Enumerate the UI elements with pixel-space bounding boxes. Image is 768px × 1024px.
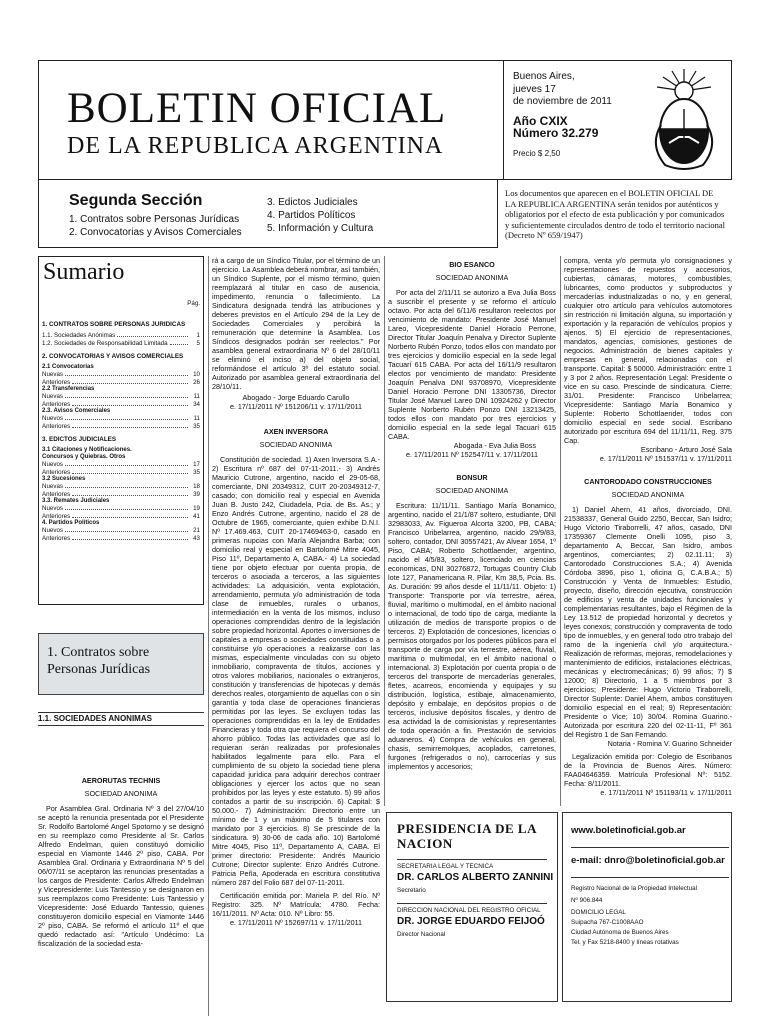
presidencia-title: PRESIDENCIA DE LA NACION <box>397 821 537 851</box>
leader-dots <box>72 401 188 406</box>
notice-body: Por Asamblea Gral. Ordinaria Nº 3 del 27/04/10 se aceptó la renuncia presentada por el Presidente Sr. Rodolfo Bartolomé Angel Spotorno y se designó en su reemplazo como Presidente al Sr. Carlos Alfredo Endelman, quien constituyó domicilio especial en Viamonte 1446 2º piso, CABA. Por Asamblea Gral. Ordinaria y Extraordinaria Nº 5 del 06/07/11 se aceptaron las renuncias presentadas a los cargos de Presidente: Carlos Alfredo Endelman y Vicepresidente: Luis Tantessio y se designaron en sus reemplazos como Presidente: Luis Tantessio y Vicepresidente: José Eduardo Tantessio, quienes constituyeron domicilio especial en Viamonte 1446 2º piso, CABA. Se reformó el artículo 11º el que quedó redactado así: "Artículo Undécimo: La fiscalización de la sociedad esta- <box>38 804 204 948</box>
leader-dots <box>72 491 188 496</box>
sumario-entry[interactable] <box>42 527 200 534</box>
sumario-entry-page: 11 <box>193 393 200 400</box>
section-item-convocatorias: 2. Convocatorias y Avisos Comerciales <box>69 227 242 238</box>
sumario-entry-label: Nuevos <box>42 505 63 512</box>
sumario-entry-page: 34 <box>193 400 200 408</box>
sumario-entry-page: 19 <box>193 505 200 512</box>
sumario-entry[interactable] <box>42 423 200 430</box>
secretaria-label: SECRETARIA LEGAL Y TECNICA <box>397 863 494 870</box>
masthead <box>38 60 732 180</box>
leader-dots <box>65 393 188 398</box>
sumario-entry[interactable] <box>42 340 200 347</box>
sumario-entry-page: 41 <box>193 512 200 520</box>
telephone: Tel. y Fax 5218-8400 y líneas rotativas <box>571 939 679 946</box>
sumario-entry[interactable] <box>42 371 200 378</box>
contratos-title: 1. Contratos sobre Personas Jurídicas <box>47 645 151 677</box>
company-type: SOCIEDAD ANONIMA <box>611 490 685 499</box>
sumario-entry[interactable] <box>42 415 200 422</box>
section-item-partidos: 4. Partidos Políticos <box>267 210 356 221</box>
sumario-entry[interactable] <box>42 461 200 468</box>
sumario-subheading: 2.1 Convocatorias <box>42 364 94 370</box>
section-item-informacion: 5. Información y Cultura <box>267 223 374 234</box>
sumario-entry[interactable] <box>42 332 200 339</box>
leader-dots <box>72 535 188 540</box>
sumario-entry[interactable] <box>42 469 200 476</box>
sumario-entry-page: 18 <box>193 483 200 490</box>
year: Año CXIX <box>513 113 568 128</box>
presidencia-box <box>386 812 558 1002</box>
company-type: SOCIEDAD ANONIMA <box>435 486 509 495</box>
sumario-section-heading: 1. CONTRATOS SOBRE PERSONAS JURIDICAS <box>42 321 186 328</box>
sumario-entry-label: Nuevos <box>42 527 63 534</box>
secretario-role: Secretario <box>397 887 426 894</box>
column-4 <box>564 256 732 808</box>
sumario-subheading: 3.1 Citaciones y Notificaciones. <box>42 447 132 453</box>
sumario-entry-label: Anteriores <box>42 512 71 520</box>
sumario-entry-label: Nuevas <box>42 393 63 400</box>
sumario-entry-page: 11 <box>193 415 200 422</box>
email-link[interactable]: e-mail: dnro@boletinoficial.gob.ar <box>571 855 725 866</box>
column-1 <box>38 768 204 1018</box>
notice-body: 1) Daniel Ahern, 41 años, divorciado, DNI. 21538337, General Guido 2250, Beccar, San Isidro; Hugo Victorio Tiraborrelli, 47 años, casado, DNI 17359367 Clemente Onelli 1095, piso 3, departamento A, Beccar, San Isidro, ambos argentinos, comerciantes; 2) 02.11.11; 3) Cantorodado Construcciones S.A.; 4) Avenida Córdoba 3896, piso 1, oficina G, C.A.B.A.; 5) Construcción y Venta de Inmuebles: Estudio, proyecto, diseño, dirección ejecutiva, construcción de edificios y venta de unidades funcionales y complementarias resultantes, bajo el Régimen de la Ley 13.512 de propiedad horizontal y decretos y leyes conexos; construcción y compraventa de todo tipo de inmuebles, y en general todo otro trabajo del ramo de la ingeniería civil y/o arquitectura.- Realización de reformas, mejoras, remodelaciones y mantenimiento de edificios, instalaciones eléctricas, mecánicas y electromecánicas; 6) 99 años; 7) $ 12000; 8) Directorio, 1 a 5 miembros por 3 ejercicios; Presidente: Hugo Victorio Tiraborrelli, Director Suplente: Daniel Ahern, ambos constituyen domicilio especial en el real; 9) Representación: Presidente o Vice; 10) 30/04. Romina Guarino.- Autorizada por escritura 220 del 02-11-11, Fº 361 del Registro 1 de San Fernando. <box>564 505 732 739</box>
company-name: BONSUR <box>456 473 488 482</box>
company-name: AXEN INVERSORA <box>263 427 329 436</box>
sumario-entry-page: 43 <box>193 534 200 542</box>
section-item-contratos: 1. Contratos sobre Personas Jurídicas <box>69 214 240 225</box>
domicilio-label: DOMICILIO LEGAL <box>571 909 626 916</box>
sumario-subheading: 3.2 Sucesiones <box>42 476 86 482</box>
leader-dots <box>65 527 188 532</box>
sumario-entry[interactable] <box>42 401 200 408</box>
masthead-title: BOLETIN OFICIAL <box>67 85 447 132</box>
sumario-entry-page: 5 <box>196 339 200 347</box>
sumario-entry[interactable] <box>42 379 200 386</box>
sumario-subheading: 2.3. Avisos Comerciales <box>42 408 111 414</box>
contratos-banner <box>38 633 204 695</box>
notice-body: rá a cargo de un Síndico Titular, por el término de un ejercicio. La Asamblea deberá nombrar, así también, un Síndico Suplente, por el mismo término, quien reemplazará al titular en caso de ausencia, impedimento, renuncia o fallecimiento. La Sindicatura designada tendrá las atribuciones y deberes previstos en el Artículo 294 de la Ley de Sociedades Comerciales y percibirá la remuneración que determine la Asamblea. Los Síndicos designados podrán ser reelectos." Por asamblea general extraordinaria Nº 6 del 28/10/11 se eliminó el inciso a) del objeto social, reformándose el artículo 3º del estatuto social. Autorizado por asamblea general extraordinaria del 28/10/11. <box>212 256 380 391</box>
section-header <box>38 180 498 248</box>
subsection-bar: 1.1. SOCIEDADES ANONIMAS <box>38 712 204 726</box>
leader-dots <box>117 332 188 337</box>
sumario-entry-label: Anteriores <box>42 490 71 498</box>
publication-ref: e. 17/11/2011 Nº 151206/11 v. 17/11/2011 <box>229 402 363 411</box>
company-type: SOCIEDAD ANONIMA <box>435 273 509 282</box>
divider <box>397 859 547 860</box>
notice-body: Escritura: 11/11/11. Santiago María Bonamico, argentino, nacido el 21/1/87 soltero, estudiante, DNI 32983033, Av. Figueroa Alcorta 3200, PB, CABA; Francisco Uribelarrea, argentino, nacido 29/9/83, soltero, contador, DNI 30557421, Av Alvear 1654, 1º Piso, CABA; Roberto Schottlaender, argentino, nacido el 4/5/83, soltero, licenciado en ciencias economicas, DNI 30276872, Tortugas Country Club lote 127, Panamericana R. Pilar, Km 38,5, Pcia. Bs. As. Duración: 99 años desde el 11/11/11. Objeto: 1) Transporte: Transporte por vía terrestre, aérea, fluvial, marítimo o multimodal, en el ámbito nacional o internacional, de todo tipo de carga, mediante la utilización de medios de transporte propios o de terceros. 2) Explotación de concesiones, licencias o permisos otorgados por los poderes públicos para el transporte de carga por vía terrestre, aérea, fluvial, marítima o multimodal, en el ámbito nacional o internacional. 3) Explotación por cuenta propia o de terceros del transporte de mercaderías generales, fletes, acarreos, encomienda y equipajes y su distribución, logística, estibaje, almacenamiento, depósito y embalaje, en depósitos propios o de terceros, inclusive depósitos fiscales, y dentro de esa actividad la de comisionistas y representantes de toda operación a fin. Prestación de servicios aduaneros. 4) Compra de vehículos en general, chasis, semirremolques, acoplados, carretones, furgones (refrigerados o no), carrocerías y sus implementos y accesorios; <box>388 501 556 771</box>
sumario-entry-label: Nuevas <box>42 371 63 378</box>
sumario-entry[interactable] <box>42 393 200 400</box>
sumario-entry-page: 35 <box>193 422 200 430</box>
sumario-entry[interactable] <box>42 535 200 542</box>
sumario-entry[interactable] <box>42 513 200 520</box>
column-rule <box>560 256 561 806</box>
sumario-entry-page: 35 <box>193 468 200 476</box>
city: Ciudad Autónoma de Buenos Aires <box>571 929 669 936</box>
leader-dots <box>170 340 188 345</box>
page-column-label: Pág. <box>187 300 200 307</box>
leader-dots <box>72 513 188 518</box>
sumario-entry[interactable] <box>42 491 200 498</box>
divider <box>397 903 547 904</box>
notice-body: Constitución de sociedad. 1) Axen Inversora S.A.- 2) Escritura nº 687 del 07-11-2011.- 3) Andrés Mauricio Cutrone, argentino, nacido el 29-05-68, comerciante, DNI 20349312, CUIT 20-20349312-7, casado; con domicilio real y especial en Avenida Juan B. Justo 242, Ciudadela, Pcia. de Bs. As.; y Enzo Andrés Cutrone, argentino, nacido el 28 de Octubre de 1965, comerciante, quien exhibe D.N.I. Nº 17.469.463, CUIT 20-17469463-0, casado en primeras nupcias con María Alejandra Barba; con domicilio real y especial en Bartolomé Mitre 4045, Piso 11º, Departamento A, CABA.- 4) La sociedad tiene por objeto efectuar por cuenta propia, de terceros o asociada a terceros, a las siguientes actividades: La adquisición, venta explotación, arrendamiento, permuta y/o administración de toda clase de inmuebles, rurales o urbanos, intermediación en la venta de los mismos, incluso operaciones comprendidas dentro de la legislación sobre propiedad horizontal. Aportes o inversiones de capitales a empresas o sociedades constituidas o a constituirse y/o operaciones a realizarse con las mismas, especialmente vinculadas con su objeto inmobiliario, compraventa de títulos, acciones y otros valores mobiliarios, nacionales o extranjeros, constitución y transferencias de hipotecas y demás derechos reales, otorgamiento de aquellas con o sin garantía y toda clase de operaciones financieras permitidas por las leyes. Se excluyen todas las operaciones comprendidas en la ley de Entidades Financieras y toda otra que requiera el concurso del ahorro público. Todas las actividades que así lo requieran serán realizadas por profesionales habilitados legalmente para ello. Para el cumplimiento de su objeto la sociedad tiene plena capacidad jurídica para adquirir derechos contraer obligaciones y ejercer los actos que no sean prohibidos por las leyes y este estatuto. 5) 99 años contados a partir de su inscripción. 6) Capital: $ 50.000.- 7) Administración: Directorio entre un mínimo de 1 y un máximo de 5 titulares con mandato por 3 ejercicios. 8) Se prescinde de la sindicatura. 9) 30-06 de cada año. 10) Bartolomé Mitre 4045, Piso 11º, Departamento A, CABA. El primer directorio: Presidente: Andrés Mauricio Cutrone; Director suplente: Enzo Andrés Cutrone. Patricia Peña, Apoderada en escritura constitutiva número 287 del Folio 687 del 07-11-2011. <box>212 455 380 887</box>
sumario-entry-page: 21 <box>193 527 200 534</box>
leader-dots <box>72 423 188 428</box>
sumario-entry-label: 1.2. Sociedades de Responsabilidad Limitada <box>42 339 168 347</box>
leader-dots <box>65 505 188 510</box>
sumario-subheading: 4. Partidos Políticos <box>42 520 100 526</box>
leader-dots <box>65 415 188 420</box>
sumario-entry-label: 1.1. Sociedades Anónimas <box>42 332 116 339</box>
director-role: Director Nacional <box>397 931 446 938</box>
divider <box>571 847 729 848</box>
date-box <box>513 71 612 160</box>
section-title: Segunda Sección <box>69 192 203 209</box>
company-name: CANTORODADO CONSTRUCCIONES <box>584 477 712 486</box>
leader-dots <box>65 461 188 466</box>
publication-ref: e. 17/11/2011 Nº 151193/11 v. 17/11/2011 <box>600 788 732 797</box>
issue-number: Número 32.279 <box>513 126 599 140</box>
legal-notice: Los documentos que aparecen en el BOLETIN OFICIAL DE LA REPUBLICA ARGENTINA serán tenidos por auténticos y obligatorios por el efecto de esta publicación y por comunicados y suficientemente circulados dentro de todo el territorio nacional (Decreto Nº 659/1947) <box>505 188 725 240</box>
sumario-subheading: Concursos y Quiebras. Otros <box>42 454 126 460</box>
sumario-subheading: 2.2 Transferencias <box>42 386 95 392</box>
section-item-edictos: 3. Edictos Judiciales <box>267 197 358 208</box>
publication-ref: e. 17/11/2011 Nº 152697/11 v. 17/11/2011 <box>229 918 363 927</box>
certification: Legalización emitida por: Colegio de Escribanos de la Provincia de Buenos Aires. Número: FAA04646359. Matrícula Profesional Nº: 5152. Fecha: 8/11/2011. <box>564 752 732 788</box>
leader-dots <box>72 469 188 474</box>
address: Suipacha 767-C1008AAO <box>571 919 644 926</box>
sumario-entry-label: Nuevos <box>42 415 63 422</box>
sumario-entry-label: Anteriores <box>42 422 71 430</box>
place: Buenos Aires, <box>513 71 575 82</box>
column-rule <box>208 256 209 1016</box>
sumario-entry-label: Anteriores <box>42 468 71 476</box>
company-type: SOCIEDAD ANONIMA <box>84 789 158 798</box>
price: Precio $ 2,50 <box>513 148 561 158</box>
sumario-section-heading: 3. EDICTOS JUDICIALES <box>42 436 117 443</box>
director-name: DR. JORGE EDUARDO FEIJOÓ <box>397 916 545 927</box>
sumario-entry-page: 39 <box>193 490 200 498</box>
sumario-title: Sumario <box>43 259 125 285</box>
direccion-label: DIRECCION NACIONAL DEL REGISTRO OFICIAL <box>397 907 541 914</box>
registro-label: Registro Nacional de la Propiedad Intelectual <box>571 885 698 892</box>
notice-body: compra, venta y/o permuta y/o consignaciones y representaciones de repuestos y accesorios, cubiertas, cámaras, motores, combustibles, lubricantes, como productos y subproductos y mercaderías industrializadas o no, y en general, cualquier otro artículo para vehículos automotores sin restricción ni limitación alguna, su importación y exportación y la reparación de vehículos propios y ajenos. 5) El ejercicio de representaciones, mandatos, agencias, comisiones, gestiones de negocios. Administración de bienes capitales y empresas en general, relacionadas con el transporte. Capital: $ 50000. Administración: entre 1 y 3 por 2 años. Representación Legal: Presidente o vice en su caso. Prescinde de sindicatura. Cierre: 31/01. Presidente: Francisco Uribelarrea; Vicepresidente: Santiago María Bonamico y Suplente: Roberto Schottlaender, todos con domicilio especial en sede social. Escribano autorizado por escritura 694 del 11/11/11, Reg. 375 Cap. <box>564 256 732 445</box>
signature: Abogado - Jorge Eduardo Carullo <box>242 393 350 402</box>
signature: Abogada - Eva Julia Boss <box>453 441 536 450</box>
contact-box <box>562 812 732 1002</box>
leader-dots <box>65 371 188 376</box>
sumario-entry-page: 26 <box>193 378 200 386</box>
masthead-subtitle: DE LA REPUBLICA ARGENTINA <box>67 133 444 159</box>
sumario-entry-label: Anteriores <box>42 378 71 386</box>
sumario-section-heading: 2. CONVOCATORIAS Y AVISOS COMERCIALES <box>42 353 184 360</box>
sumario-entry-page: 17 <box>193 461 200 468</box>
sumario-entry-label: Nuevas <box>42 483 63 490</box>
company-name: AERORUTAS TECHNIS <box>81 776 161 785</box>
coat-of-arms-icon <box>639 65 729 175</box>
sumario-entry-label: Anteriores <box>42 400 71 408</box>
secretario-name: DR. CARLOS ALBERTO ZANNINI <box>397 872 554 883</box>
website-link[interactable]: www.boletinoficial.gob.ar <box>571 825 686 836</box>
column-rule <box>384 256 385 806</box>
leader-dots <box>65 483 188 488</box>
date: de noviembre de 2011 <box>513 96 612 107</box>
notice-body: Por acta del 2/11/11 se autorizo a Eva Julia Boss a suscribir el presente y se reformo el artículo octavo. Por acta del 6/11/6 resultaron reelectos por vencimiento de mandato: Presidente José Manuel Lareo, Vicepresidente Daniel Horacio Perrone, Director Titular Joaquín Penalva y Director Suplente Norberto Rubén Ponzo, todos ellos con mandato por tres ejercicios y domicilio especial en la sede legal Tacuarí 615 CABA. Por acta del 16/11/9 resultaron electos por vencimiento de mandato: Presidente Joaquín Penalva DNI 93708970, Vicepresidente Daniel Horacio Perrone DNI 13305736, Director Titular José Manuel Lareo DNI 10924262 y Director Suplente Norberto Rubén Ponzo DNI 13213425, todos ellos con mandato por tres ejercicios y domicilio especial en la sede legal Tacuarí 615 CABA. <box>388 288 556 441</box>
sumario-box <box>38 256 204 605</box>
sumario-entry[interactable] <box>42 505 200 512</box>
signature: Notaria - Romina V. Guarino Schneider <box>607 739 732 748</box>
sumario-entry-page: 10 <box>193 371 200 378</box>
day: jueves 17 <box>513 83 556 95</box>
sumario-entry-page: 1 <box>196 332 200 339</box>
sumario-entry[interactable] <box>42 483 200 490</box>
sumario-entry-label: Nuevos <box>42 461 63 468</box>
registro-number: Nº 906.844 <box>571 897 603 904</box>
column-3 <box>388 256 556 808</box>
publication-ref: e. 17/11/2011 Nº 152547/11 v. 17/11/2011 <box>405 450 539 459</box>
certification: Certificación emitida por: Mariela P. del Río. Nº Registro: 325. Nº Matrícula: 4780. Fecha: 16/11/2011. Nº Acta: 010. Nº Libro: 55. <box>212 891 380 918</box>
company-type: SOCIEDAD ANONIMA <box>259 440 333 449</box>
masthead-divider <box>503 61 504 179</box>
sumario-entry-label: Anteriores <box>42 534 71 542</box>
sumario-subheading: 3.3. Remates Judiciales <box>42 498 110 504</box>
column-2 <box>212 256 380 1018</box>
divider <box>571 877 729 878</box>
publication-ref: e. 17/11/2011 Nº 151537/11 v. 17/11/2011 <box>599 454 732 463</box>
company-name: BIO ESANCO <box>449 260 495 269</box>
leader-dots <box>72 379 188 384</box>
signature: Escribano - Arturo José Sala <box>640 445 732 454</box>
